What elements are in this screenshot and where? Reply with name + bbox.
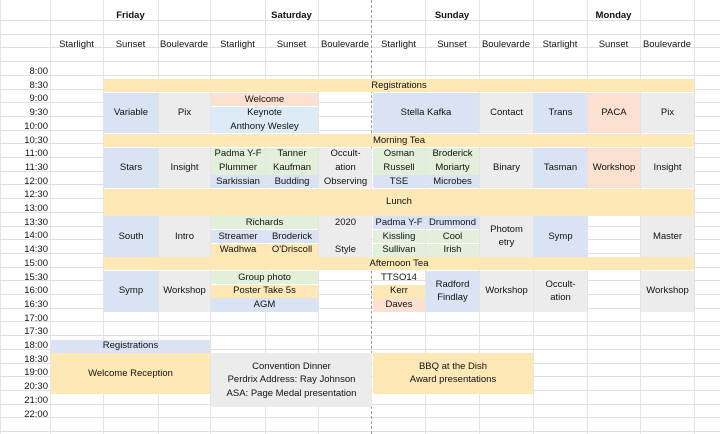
- row-gridline: [0, 61, 720, 62]
- event-cell[interactable]: Padma Y-F: [211, 148, 265, 161]
- time-label: 13:30: [24, 216, 48, 228]
- event-cell[interactable]: Occult-: [319, 148, 372, 161]
- time-label: 17:00: [24, 312, 48, 324]
- event-cell[interactable]: Streamer: [211, 230, 265, 243]
- event-cell[interactable]: Tasman: [534, 148, 587, 189]
- venue-header[interactable]: Sunset: [598, 39, 629, 50]
- event-cell[interactable]: AGM: [211, 298, 318, 311]
- event-cell[interactable]: Occult- ation: [534, 271, 587, 312]
- event-cell[interactable]: Master: [641, 216, 694, 257]
- event-cell[interactable]: Kissling: [373, 230, 425, 243]
- event-cell[interactable]: Workshop: [480, 271, 533, 312]
- event-cell[interactable]: Symp: [104, 271, 158, 312]
- venue-header[interactable]: Boulevarde: [159, 39, 209, 50]
- time-label: 15:30: [24, 271, 48, 283]
- event-cell[interactable]: Wadhwa: [211, 244, 265, 257]
- time-label: 12:30: [24, 189, 48, 201]
- event-cell[interactable]: Morning Tea: [104, 134, 694, 147]
- day-header-sunday[interactable]: Sunday: [434, 10, 470, 21]
- venue-header[interactable]: Sunset: [115, 39, 146, 50]
- event-cell[interactable]: Pix: [159, 93, 210, 134]
- event-cell[interactable]: Tanner: [266, 148, 318, 161]
- day-header-monday[interactable]: Monday: [595, 10, 632, 21]
- row-gridline: [0, 431, 720, 432]
- time-label: 11:00: [24, 148, 48, 160]
- event-cell[interactable]: Kerr: [373, 285, 425, 298]
- venue-header[interactable]: Boulevarde: [481, 39, 531, 50]
- time-label: 14:30: [24, 244, 48, 256]
- event-cell[interactable]: Observing: [319, 175, 372, 188]
- venue-header[interactable]: Sunset: [276, 39, 307, 50]
- event-cell[interactable]: Stella Kafka: [373, 93, 479, 134]
- event-cell[interactable]: PACA: [588, 93, 640, 134]
- event-cell[interactable]: Plummer: [211, 161, 265, 174]
- event-cell[interactable]: BBQ at the Dish Award presentations: [373, 353, 533, 394]
- event-cell[interactable]: Insight: [641, 148, 694, 189]
- event-cell[interactable]: O'Driscoll: [266, 244, 318, 257]
- venue-header[interactable]: Sunset: [437, 39, 467, 50]
- event-cell[interactable]: Richards: [211, 216, 318, 229]
- event-cell[interactable]: Cool: [426, 230, 479, 243]
- row-gridline: [0, 335, 720, 336]
- time-label: 8:30: [29, 79, 48, 91]
- row-gridline: [0, 34, 720, 35]
- venue-header[interactable]: Boulevarde: [642, 39, 692, 50]
- column-gridline: [694, 0, 695, 434]
- event-cell[interactable]: Pix: [641, 93, 694, 134]
- event-cell[interactable]: Osman: [373, 148, 425, 161]
- event-cell[interactable]: Lunch: [104, 189, 694, 216]
- time-label: 14:00: [24, 230, 48, 242]
- row-gridline: [0, 321, 720, 322]
- event-cell[interactable]: Registrations: [51, 340, 210, 353]
- time-label: 22:00: [24, 408, 48, 420]
- column-gridline: [587, 0, 588, 434]
- event-cell[interactable]: South: [104, 216, 158, 257]
- event-cell[interactable]: Group photo: [211, 271, 318, 284]
- row-gridline: [0, 75, 720, 76]
- time-label: 18:30: [24, 353, 48, 365]
- event-cell[interactable]: Stars: [104, 148, 158, 189]
- time-label: 8:00: [29, 66, 48, 77]
- event-cell[interactable]: Keynote: [211, 107, 318, 120]
- event-cell[interactable]: Welcome Reception: [51, 353, 210, 394]
- day-header-saturday[interactable]: Saturday: [271, 10, 312, 21]
- event-cell[interactable]: Drummond: [426, 216, 479, 229]
- time-label: 9:30: [29, 107, 48, 119]
- venue-header[interactable]: Starlight: [220, 39, 255, 50]
- event-cell[interactable]: Broderick: [266, 230, 318, 243]
- time-label: 16:00: [24, 285, 48, 297]
- time-label: 12:00: [24, 175, 48, 187]
- event-cell[interactable]: 2020 Style: [319, 216, 372, 257]
- event-cell[interactable]: Sullivan: [373, 244, 425, 257]
- event-cell[interactable]: Sarkissian: [211, 175, 265, 188]
- time-label: 10:00: [24, 120, 48, 132]
- event-cell[interactable]: Contact: [480, 93, 533, 134]
- event-cell[interactable]: Russell: [373, 161, 425, 174]
- event-cell[interactable]: Afternoon Tea: [104, 257, 694, 270]
- event-cell[interactable]: Symp: [534, 216, 587, 257]
- event-cell[interactable]: Variable: [104, 93, 158, 134]
- event-cell[interactable]: Padma Y-F: [373, 216, 425, 229]
- event-cell[interactable]: Welcome: [211, 93, 318, 106]
- event-cell[interactable]: Daves: [373, 298, 425, 311]
- time-label: 17:30: [24, 326, 48, 338]
- time-label: 15:00: [24, 257, 48, 269]
- time-label: 16:30: [24, 298, 48, 310]
- venue-header[interactable]: Starlight: [59, 39, 94, 50]
- time-label: 20:30: [24, 381, 48, 393]
- time-label: 13:00: [24, 203, 48, 214]
- event-cell[interactable]: Trans: [534, 93, 587, 134]
- event-cell[interactable]: Workshop: [641, 271, 694, 312]
- event-cell[interactable]: Radford Findlay: [426, 271, 479, 312]
- event-cell[interactable]: Budding: [266, 175, 318, 188]
- event-cell[interactable]: ation: [319, 161, 372, 174]
- event-cell[interactable]: Convention Dinner Perdrix Address: Ray Johnson ASA: Page Medal presentation: [211, 353, 372, 407]
- venue-header[interactable]: Starlight: [381, 39, 416, 50]
- event-cell[interactable]: Microbes: [426, 175, 479, 188]
- event-cell[interactable]: Workshop: [159, 271, 210, 312]
- event-cell[interactable]: Irish: [426, 244, 479, 257]
- event-cell[interactable]: Insight: [159, 148, 210, 189]
- event-cell[interactable]: Broderick: [426, 148, 479, 161]
- time-label: 11:30: [24, 161, 48, 173]
- event-cell[interactable]: Registrations: [104, 79, 694, 92]
- event-cell[interactable]: Kaufman: [266, 161, 318, 174]
- time-label: 21:00: [24, 394, 48, 406]
- time-label: 19:00: [24, 367, 48, 379]
- event-cell[interactable]: Binary: [480, 148, 533, 189]
- event-cell[interactable]: Workshop: [588, 148, 640, 189]
- row-gridline: [0, 417, 720, 418]
- venue-header[interactable]: Boulevarde: [320, 39, 370, 50]
- day-header-friday[interactable]: Friday: [116, 10, 145, 21]
- event-cell[interactable]: Poster Take 5s: [211, 285, 318, 298]
- event-cell[interactable]: Intro: [159, 216, 210, 257]
- time-label: 10:30: [24, 134, 48, 146]
- time-label: 18:00: [24, 340, 48, 351]
- time-label: 9:00: [29, 93, 48, 105]
- event-cell[interactable]: Moriarty: [426, 161, 479, 174]
- event-cell[interactable]: Anthony Wesley: [211, 120, 318, 133]
- event-cell[interactable]: TSE: [373, 175, 425, 188]
- event-cell[interactable]: Photom etry: [480, 216, 533, 257]
- event-cell[interactable]: TTSO14: [381, 271, 417, 283]
- venue-header[interactable]: Starlight: [542, 39, 578, 50]
